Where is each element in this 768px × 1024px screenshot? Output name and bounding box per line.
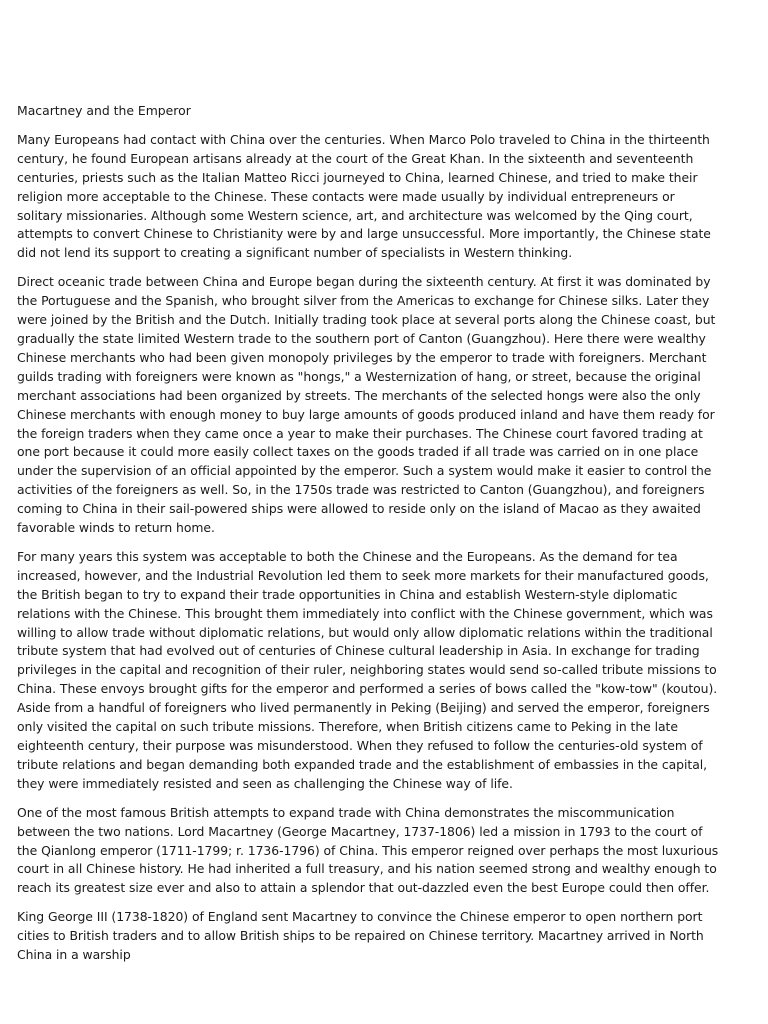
paragraph-1: Many Europeans had contact with China over the centuries. When Marco Polo traveled to China in the thirteenth century, he found European artisans already at the court of the Great Khan. In the sixteenth and seventeenth centuries, priests such as the Italian Matteo Ricci journeyed to China, learned Chinese, and tried to make their religion more acceptable to the Chinese. These contacts were made usually by individual entrepreneurs or solitary missionaries. Although some Western science, art, and architecture was welcomed by the Qing court, attempts to convert Chinese to Christianity were by and large unsuccessful. More importantly, the Chinese state did not lend its support to creating a significant number of specialists in Western thinking.: [17, 131, 711, 261]
paragraph-5: King George III (1738-1820) of England sent Macartney to convince the Chinese emperor to open northern port cities to British traders and to allow British ships to be repaired on Chinese territory. Macartney arrived in North China in a warship: [17, 909, 704, 963]
paragraph-3: For many years this system was acceptable to both the Chinese and the Europeans. As the demand for tea increased, however, and the Industrial Revolution led them to seek more markets for their manufactured goods, the British began to try to expand their trade opportunities in China and establish Western-style diplomatic relations with the Chinese. This brought them immediately into conflict with the Chinese government, which was willing to allow trade without diplomatic relations, but would only allow diplomatic relations within the traditional tribute system that had evolved out of centuries of Chinese cultural leadership in Asia. In exchange for trading privileges in the capital and recognition of their ruler, neighboring states would send so-called tribute missions to China. These envoys brought gifts for the emperor and performed a series of bows called the "kow-tow" (koutou). Aside from a handful of foreigners who lived permanently in Peking (Beijing) and served the emperor, foreigners only visited the capital on such tribute missions. Therefore, when British citizens came to Peking in the late eighteenth century, their purpose was misunderstood. When they refused to follow the centuries-old system of tribute relations and began demanding both expanded trade and the establishment of embassies in the capital, they were immediately resisted and seen as challenging the Chinese way of life.: [17, 548, 718, 791]
document-page: [17, 102, 723, 975]
paragraph-2: Direct oceanic trade between China and Europe began during the sixteenth century. At first it was dominated by the Portuguese and the Spanish, who brought silver from the Americas to exchange for Chinese silks. Later they were joined by the British and the Dutch. Initially trading took place at several ports along the Chinese coast, but gradually the state limited Western trade to the southern port of Canton (Guangzhou). Here there were wealthy Chinese merchants who had been given monopoly privileges by the emperor to trade with foreigners. Merchant guilds trading with foreigners were known as "hongs," a Westernization of hang, or street, because the original merchant associations had been organized by streets. The merchants of the selected hongs were also the only Chinese merchants with enough money to buy large amounts of goods produced inland and have them ready for the foreign traders when they came once a year to make their purchases. The Chinese court favored trading at one port because it could more easily collect taxes on the goods traded if all trade was carried on in one place under the supervision of an official appointed by the emperor. Such a system would make it easier to control the activities of the foreigners as well. So, in the 1750s trade was restricted to Canton (Guangzhou), and foreigners coming to China in their sail-powered ships were allowed to reside only on the island of Macao as they awaited favorable winds to return home.: [17, 274, 716, 536]
paragraph-4: One of the most famous British attempts to expand trade with China demonstrates the miscommunication between the two nations. Lord Macartney (George Macartney, 1737-1806) led a mission in 1793 to the court of the Qianlong emperor (1711-1799; r. 1736-1796) of China. This emperor reigned over perhaps the most luxurious court in all Chinese history. He had inherited a full treasury, and his nation seemed strong and wealthy enough to reach its greatest size ever and also to attain a splendor that out-dazzled even the best Europe could then offer.: [17, 804, 719, 896]
document-title: Macartney and the Emperor: [17, 103, 191, 118]
